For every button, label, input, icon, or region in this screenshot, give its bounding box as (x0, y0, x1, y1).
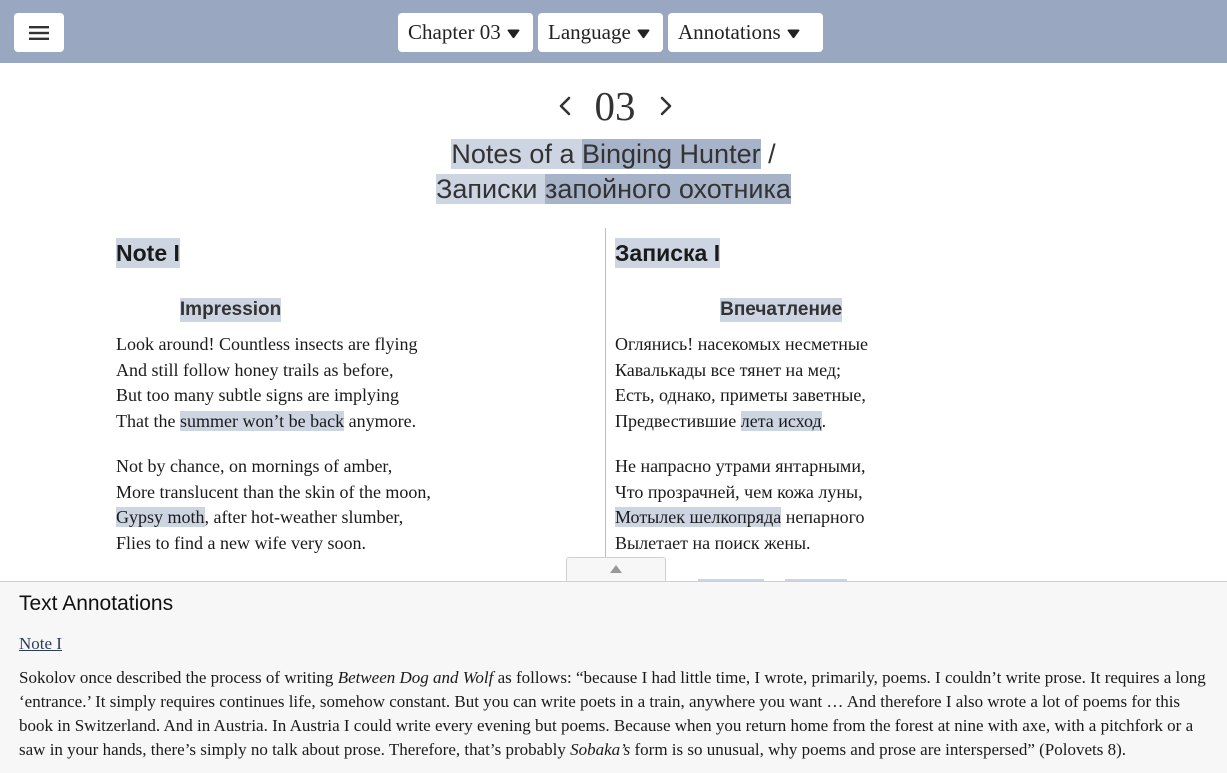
russian-column (615, 238, 1075, 553)
chevron-left-icon[interactable] (557, 96, 573, 116)
chapter-dropdown-label: Chapter 03 (408, 20, 501, 44)
annotation-text-part: form is so unusual, why poems and prose are interspersed” (Polovets 8). (630, 740, 1126, 759)
language-dropdown[interactable] (538, 13, 663, 52)
highlighted-phrase[interactable]: лета исход (740, 410, 822, 431)
title-ru-part2[interactable]: запойного охотника (545, 174, 791, 204)
subheading-en[interactable]: Impression (179, 299, 282, 320)
poem-line (615, 409, 1075, 435)
chapter-navigation (0, 82, 1227, 132)
poem-text: anymore. (344, 410, 417, 431)
top-toolbar (0, 0, 1227, 63)
english-column (116, 238, 576, 553)
poem-text: , after hot-weather slumber, (204, 507, 404, 527)
chapter-number: 03 (594, 83, 636, 129)
triangle-up-icon (609, 564, 623, 574)
title-separator: / (760, 139, 776, 169)
annotation-book-title: Sobaka’s (570, 740, 631, 759)
caret-down-icon (637, 29, 650, 39)
title-en-part1[interactable]: Notes of a (451, 139, 582, 169)
annotation-text-part: as follows: “because I had little time, I wrote, primarily, poems. I couldn’t write prose. It requires a long ‘entrance.’ It simply requires continues life, somehow constant. But you can write poets in a train, anywhere you want … And therefore I also wrote a lot of poems for this book in Switzerland. And in Austria. In Austria I could write every evening but poems. Because when you return home from the forest at nine with axe, with a pitchfork or a saw in your hands, there’s simply no talk about prose. Therefore, that’s probably (19, 668, 1206, 759)
annotations-dropdown[interactable] (668, 13, 823, 52)
note-heading-ru[interactable]: Записка I (615, 240, 721, 266)
chapter-dropdown[interactable] (398, 13, 533, 52)
subheading-ru[interactable]: Впечатление (720, 299, 843, 320)
menu-button[interactable] (14, 13, 64, 52)
chevron-right-icon[interactable] (658, 96, 674, 116)
poem-line: And still follow honey trails as before, (116, 359, 394, 380)
annotation-book-title: Between Dog and Wolf (337, 668, 494, 687)
annotations-panel (0, 581, 1227, 773)
annotations-dropdown-label: Annotations (678, 20, 781, 44)
column-divider (605, 228, 606, 583)
annotations-panel-toggle[interactable] (566, 557, 666, 582)
annotation-note-link[interactable]: Note I (19, 634, 62, 653)
annotation-text-part: Sokolov once described the process of writing (19, 668, 338, 687)
poem-line: Оглянись! насекомых несметные (615, 334, 869, 354)
annotations-panel-title: Text Annotations (19, 592, 174, 615)
poem-line: Not by chance, on mornings of amber, (116, 456, 393, 476)
language-dropdown-label: Language (548, 20, 631, 44)
highlighted-phrase[interactable]: Мотылек шелкопряда (615, 507, 782, 527)
note-heading-en[interactable]: Note I (116, 240, 180, 266)
page-title (0, 137, 1227, 207)
caret-down-icon (507, 29, 520, 39)
poem-line (116, 505, 576, 531)
hamburger-icon (29, 25, 49, 41)
stanza-ru-2 (615, 454, 1075, 556)
stanza-en-1 (116, 332, 576, 434)
title-en-part2[interactable]: Binging Hunter (581, 139, 761, 169)
poem-line: Look around! Countless insects are flying (116, 334, 418, 354)
poem-line: Кавалькады все тянет на мед; (615, 359, 841, 380)
poem-line: Что прозрачней, чем кожа луны, (615, 481, 863, 502)
annotation-text (19, 666, 1209, 762)
poem-line: But too many subtle signs are implying (116, 385, 399, 405)
poem-text: That the (116, 410, 180, 431)
stanza-ru-1 (615, 332, 1075, 434)
title-ru-part1[interactable]: Записки (436, 174, 545, 204)
poem-line (615, 505, 1075, 531)
caret-down-icon (787, 29, 800, 39)
highlighted-phrase[interactable]: summer won’t be back (179, 410, 345, 431)
poem-text: непарного (781, 507, 865, 527)
title-russian (0, 172, 1227, 207)
poem-line (116, 409, 576, 435)
poem-line: More translucent than the skin of the moon, (116, 481, 431, 502)
poem-line: Вылетает на поиск жены. (615, 532, 811, 553)
poem-line: Flies to find a new wife very soon. (116, 532, 366, 553)
stanza-en-2 (116, 454, 576, 556)
title-english (0, 137, 1227, 172)
poem-text: Предвестившие (615, 410, 741, 431)
poem-line: Не напрасно утрами янтарными, (615, 456, 866, 476)
highlighted-phrase[interactable]: Gypsy moth (116, 507, 205, 527)
poem-text: . (821, 410, 827, 431)
poem-line: Есть, однако, приметы заветные, (615, 385, 866, 405)
